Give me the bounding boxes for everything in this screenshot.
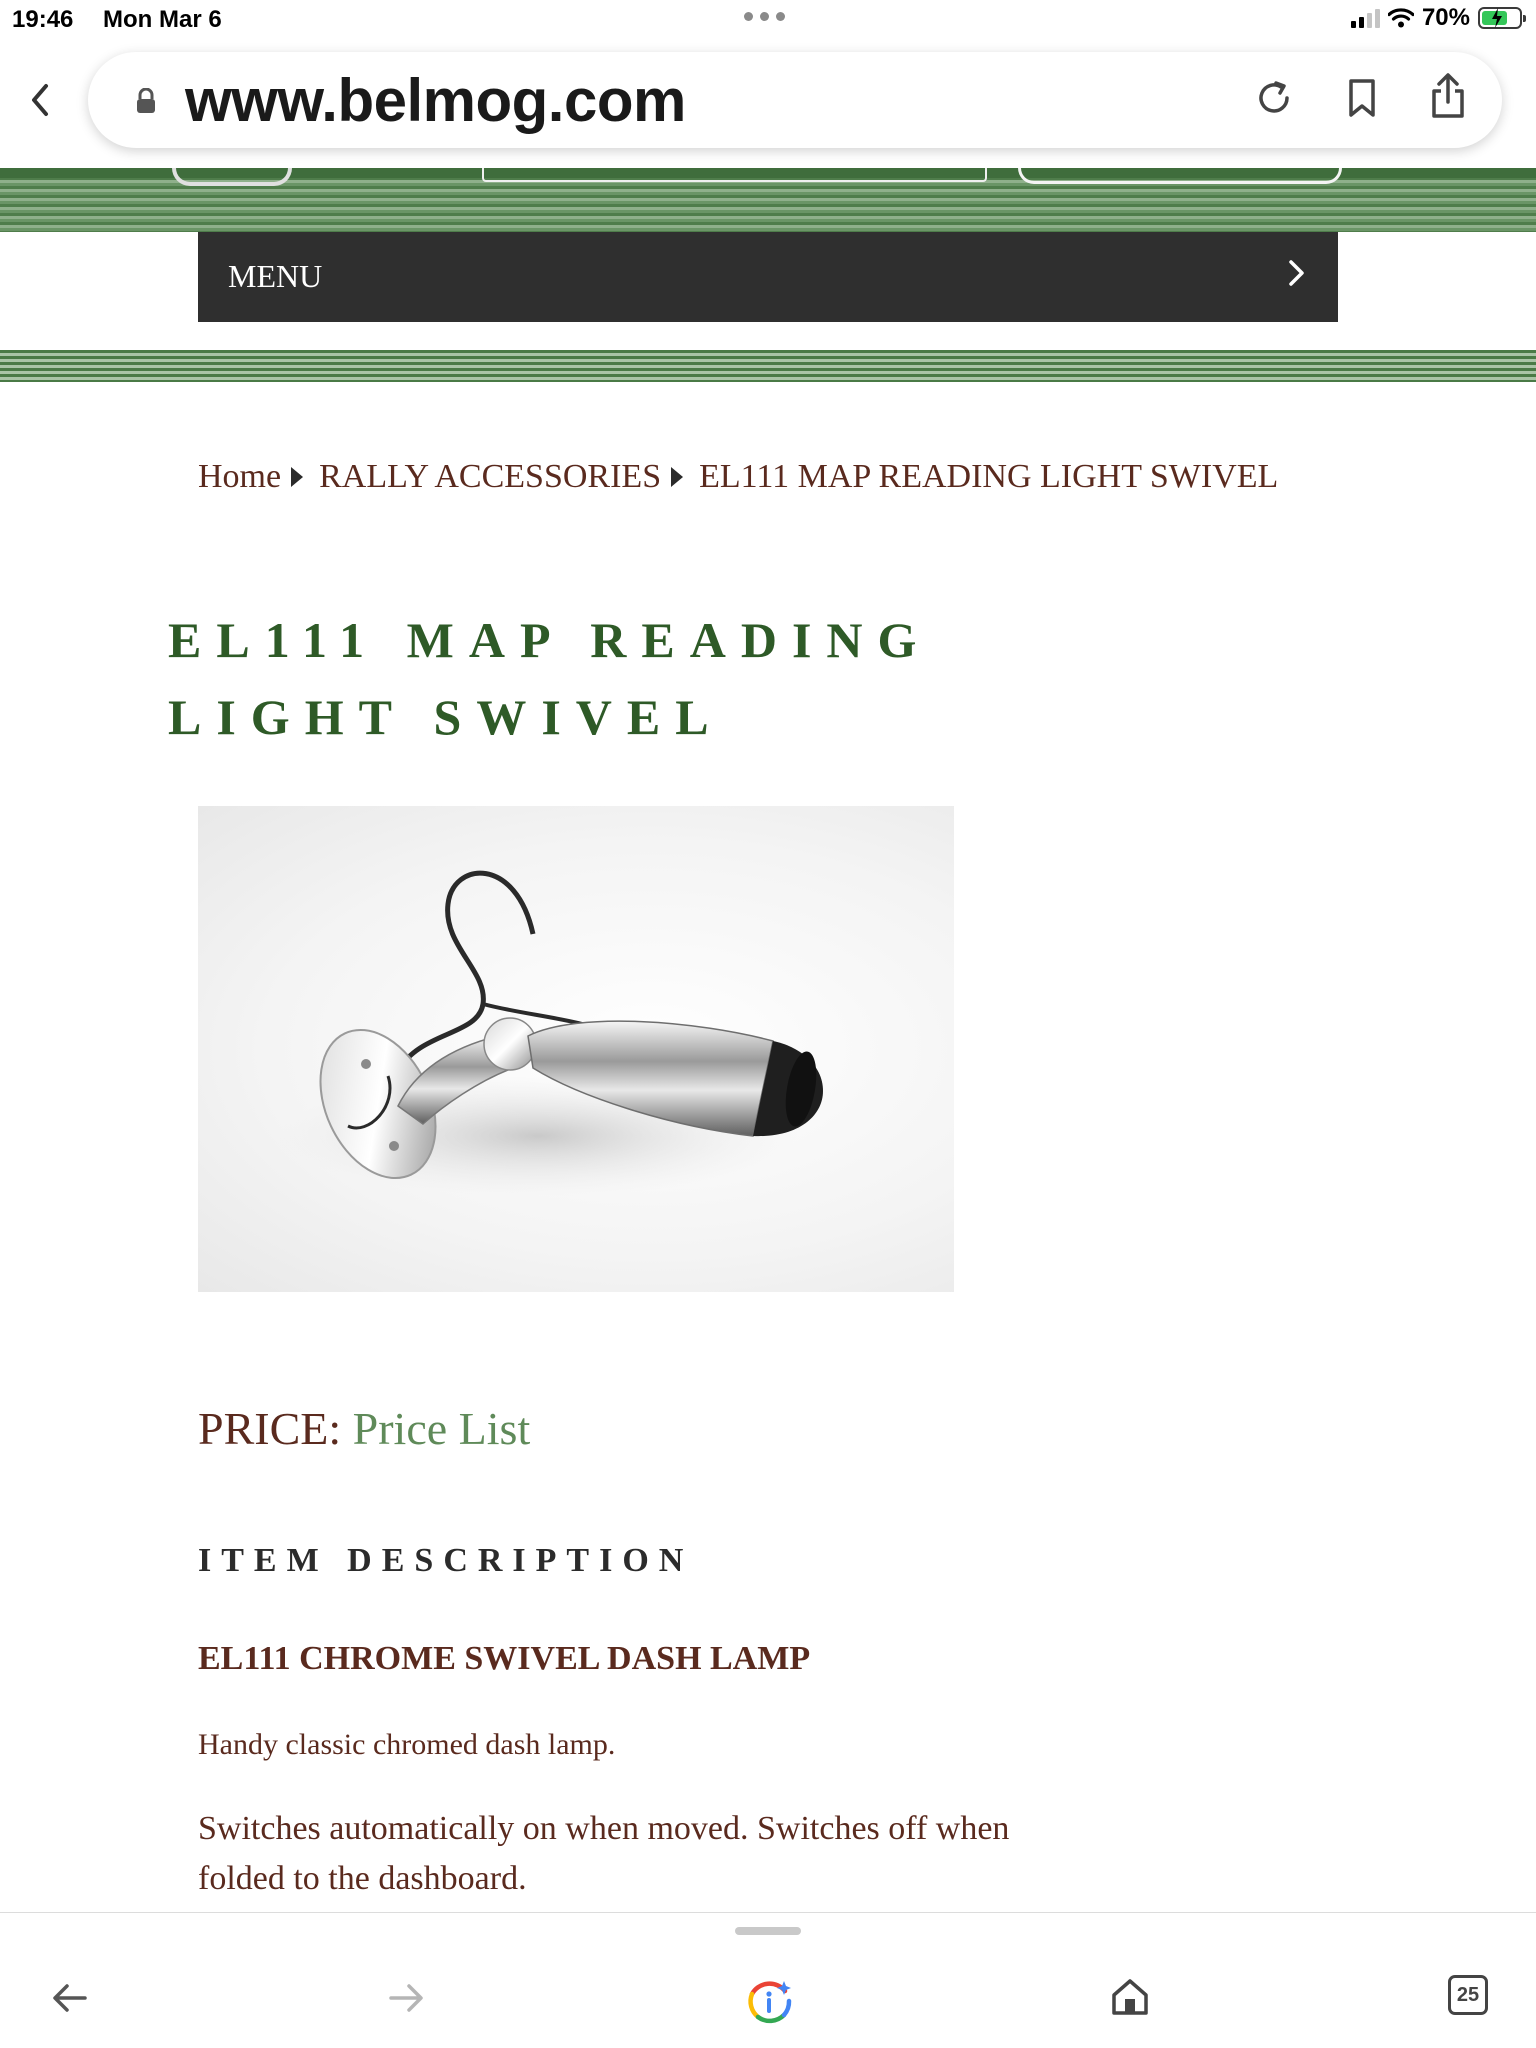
battery-percent: 70% (1421, 4, 1470, 31)
site-search-box[interactable] (482, 168, 987, 182)
site-logo[interactable] (172, 168, 292, 186)
product-image[interactable] (198, 806, 954, 1292)
back-chevron-icon[interactable] (28, 82, 52, 118)
description-subtitle: EL111 CHROME SWIVEL DASH LAMP (198, 1640, 811, 1677)
header-button[interactable] (1018, 168, 1342, 184)
google-lens-icon[interactable] (744, 1977, 794, 2027)
price-row (198, 1402, 530, 1455)
description-paragraph: Handy classic chromed dash lamp. (198, 1728, 616, 1761)
reload-icon[interactable] (1254, 78, 1294, 118)
toolbar-grab-handle[interactable] (735, 1927, 801, 1935)
multitasking-dots-icon[interactable] (744, 12, 785, 21)
product-photo (198, 806, 954, 1292)
bookmark-icon[interactable] (1345, 78, 1379, 118)
share-icon[interactable] (1428, 72, 1468, 120)
battery-icon (1478, 7, 1522, 29)
menu-label: MENU (228, 258, 323, 294)
price-label: PRICE: (198, 1403, 342, 1454)
nav-divider-stripes (0, 350, 1536, 382)
status-bar (0, 0, 1536, 40)
menu-bar[interactable] (198, 232, 1338, 322)
address-bar[interactable] (88, 52, 1502, 148)
breadcrumb-separator-icon (291, 467, 303, 487)
breadcrumb (198, 458, 1278, 496)
forward-arrow-icon[interactable] (388, 1983, 424, 2013)
breadcrumb-home[interactable]: Home (198, 458, 282, 495)
description-heading: ITEM DESCRIPTION (198, 1542, 694, 1579)
url-text[interactable]: www.belmog.com (185, 67, 686, 134)
breadcrumb-category[interactable]: RALLY ACCESSORIES (319, 458, 662, 495)
breadcrumb-current: EL111 MAP READING LIGHT SWIVEL (699, 458, 1279, 495)
status-indicators (1351, 4, 1522, 32)
breadcrumb-separator-icon (671, 467, 683, 487)
home-icon[interactable] (1110, 1977, 1150, 2017)
description-paragraph: Switches automatically on when moved. Switches off when folded to the dashboard. (198, 1810, 1010, 1897)
wifi-icon (1388, 8, 1414, 28)
tabs-icon[interactable]: 25 (1448, 1975, 1488, 2015)
chevron-right-icon (1286, 258, 1308, 288)
cellular-signal-icon (1351, 8, 1380, 28)
bottom-toolbar (0, 1912, 1536, 2048)
price-list-link[interactable]: Price List (352, 1403, 531, 1454)
status-date: Mon Mar 6 (103, 6, 222, 33)
product-title: EL111 MAP READING LIGHT SWIVEL (168, 612, 932, 745)
status-time: 19:46 (12, 6, 74, 33)
back-arrow-icon[interactable] (52, 1983, 88, 2013)
lock-icon (136, 88, 156, 114)
